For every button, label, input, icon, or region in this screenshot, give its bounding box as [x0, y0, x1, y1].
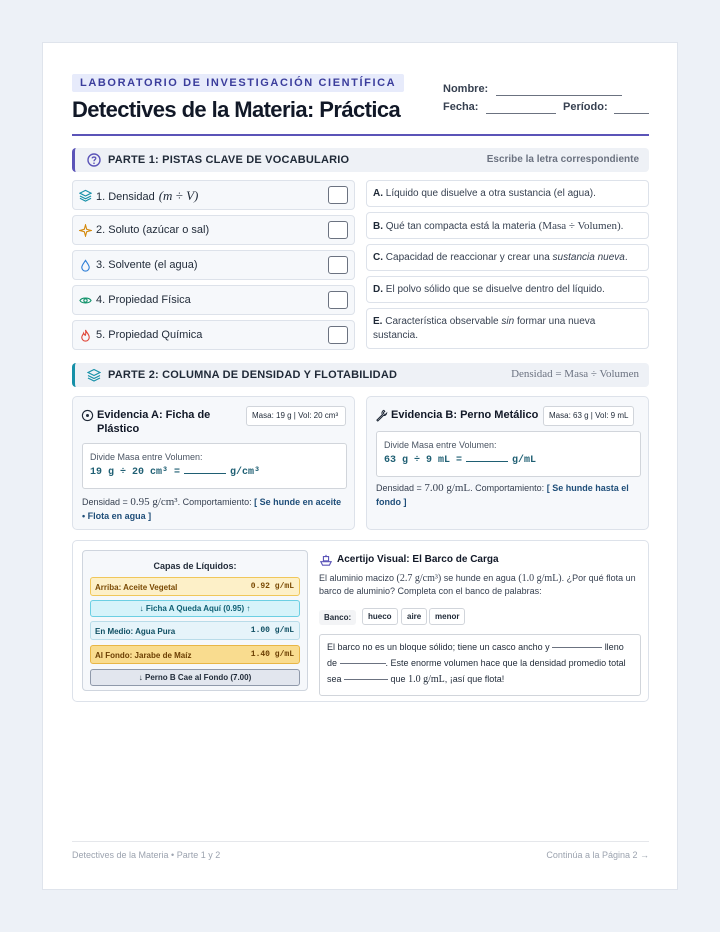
answer-box-1[interactable] — [328, 186, 348, 204]
column-title: Capas de Líquidos: — [153, 561, 237, 571]
lab-panel — [72, 540, 649, 702]
period-label: Período: — [563, 101, 608, 113]
evidence-a-calc — [82, 443, 347, 489]
lab-kicker: LABORATORIO DE INVESTIGACIÓN CIENTÍFICA — [72, 74, 404, 92]
term-label: 2. Soluto (azúcar o sal) — [96, 224, 210, 236]
answer-box-4[interactable] — [328, 291, 348, 309]
calc-label: Divide Masa entre Volumen: — [90, 452, 203, 462]
riddle-prompt: El aluminio macizo (2.7 g/cm³) se hunde en agua (1.0 g/mL). ¿Por qué flota un barco de aluminio? Completa con el banco de palabras: — [319, 573, 636, 596]
part2-title: PARTE 2: COLUMNA DE DENSIDAD Y FLOTABILIDAD — [108, 369, 398, 381]
worksheet-page — [42, 42, 678, 890]
riddle-story: El barco no es un bloque sólido; tiene un casco ancho y lleno de . Este enorme volumen hace que la densidad promedio total sea que 1.0 g/mL, ¡así que flota! — [319, 634, 641, 696]
term-label: 4. Propiedad Física — [96, 294, 191, 306]
date-field[interactable] — [486, 113, 556, 114]
word-chip-hueco[interactable]: hueco — [362, 608, 398, 625]
definition-c: C. Capacidad de reaccionar y crear una sustancia nueva. — [366, 244, 649, 271]
name-label: Nombre: — [443, 83, 489, 95]
layer-syrup: Al Fondo: Jarabe de Maíz 1.40 g/mL — [90, 645, 300, 664]
evidence-b-card — [366, 396, 649, 530]
density-column — [82, 550, 308, 691]
part2-header — [72, 363, 649, 387]
sparkle-icon — [79, 224, 92, 237]
page-footer — [72, 841, 649, 860]
density-formula: Densidad = Masa ÷ Volumen — [511, 368, 639, 380]
word-bank-label: Banco: — [319, 610, 356, 625]
term-label: 5. Propiedad Química — [96, 329, 203, 341]
marker-token-a: ↓ Ficha A Queda Aquí (0.95) ↑ — [90, 600, 300, 617]
name-field[interactable] — [496, 95, 622, 96]
evidence-a-behavior: Densidad = 0.95 g/cm³. Comportamiento: [ Se hunde en aceite • Flota en agua ] — [82, 496, 342, 521]
layers-icon — [79, 189, 92, 202]
evidence-b-tag: Masa: 63 g | Vol: 9 mL — [543, 406, 634, 426]
boat-riddle — [319, 550, 641, 694]
evidence-a-card — [72, 396, 355, 530]
definition-b: B. Qué tan compacta está la materia (Masa ÷ Volumen). — [366, 212, 649, 239]
page-header — [72, 74, 649, 136]
footer-left: Detectives de la Materia • Parte 1 y 2 — [72, 850, 221, 860]
flame-icon — [79, 329, 92, 342]
period-field[interactable] — [614, 113, 649, 114]
definition-d: D. El polvo sólido que se disuelve dentro del líquido. — [366, 276, 649, 303]
marker-bolt-b: ↓ Perno B Cae al Fondo (7.00) — [90, 669, 300, 686]
wrench-icon — [375, 409, 388, 422]
footer-next-link[interactable]: Continúa a la Página 2 → — [546, 850, 649, 860]
term-physical-property — [72, 285, 355, 315]
calc-equation: 63 g ÷ 9 mL = g/mL — [384, 455, 537, 466]
story-blank-1[interactable] — [552, 647, 602, 648]
boat-icon — [320, 554, 332, 566]
evidence-a-title: Evidencia A: Ficha de Plástico — [97, 409, 211, 435]
story-blank-3[interactable] — [344, 679, 388, 680]
eye-icon — [79, 294, 92, 307]
target-icon — [81, 409, 94, 422]
term-label: 3. Solvente (el agua) — [96, 259, 198, 271]
evidence-b-title: Evidencia B: Perno Metálico — [391, 409, 539, 421]
density-formula: (m ÷ V) — [158, 188, 199, 203]
term-density — [72, 180, 355, 210]
riddle-title: Acertijo Visual: El Barco de Carga — [337, 554, 499, 565]
question-icon — [87, 153, 101, 167]
definition-e: E. Característica observable sin formar una nueva sustancia. — [366, 308, 649, 349]
answer-box-5[interactable] — [328, 326, 348, 344]
term-solvent — [72, 250, 355, 280]
droplet-icon — [79, 259, 92, 272]
definition-a: A. Líquido que disuelve a otra sustancia (el agua). — [366, 180, 649, 207]
word-chip-aire[interactable]: aire — [401, 608, 427, 625]
term-chemical-property — [72, 320, 355, 350]
answer-box-3[interactable] — [328, 256, 348, 274]
term-solute — [72, 215, 355, 245]
part1-header — [72, 148, 649, 172]
answer-blank-a[interactable] — [184, 473, 226, 474]
term-label: 1. Densidad (m ÷ V) — [96, 188, 199, 203]
evidence-b-behavior: Densidad = 7.00 g/mL. Comportamiento: [ Se hunde hasta el fondo ] — [376, 482, 629, 507]
answer-box-2[interactable] — [328, 221, 348, 239]
page-title: Detectives de la Materia: Práctica — [72, 97, 401, 122]
layer-oil: Arriba: Aceite Vegetal 0.92 g/mL — [90, 577, 300, 596]
layer-water: En Medio: Agua Pura 1.00 g/mL — [90, 621, 300, 640]
evidence-a-tag: Masa: 19 g | Vol: 20 cm³ — [246, 406, 346, 426]
part1-title: PARTE 1: PISTAS CLAVE DE VOCABULARIO — [108, 154, 350, 166]
story-blank-2[interactable] — [340, 663, 386, 664]
answer-blank-b[interactable] — [466, 461, 508, 462]
calc-equation: 19 g ÷ 20 cm³ = g/cm³ — [90, 467, 261, 478]
evidence-b-calc — [376, 431, 641, 477]
date-label: Fecha: — [443, 101, 479, 113]
layers-icon — [87, 368, 101, 382]
calc-label: Divide Masa entre Volumen: — [384, 440, 497, 450]
word-chip-menor[interactable]: menor — [429, 608, 465, 625]
part1-instruction: Escribe la letra correspondiente — [486, 154, 639, 165]
